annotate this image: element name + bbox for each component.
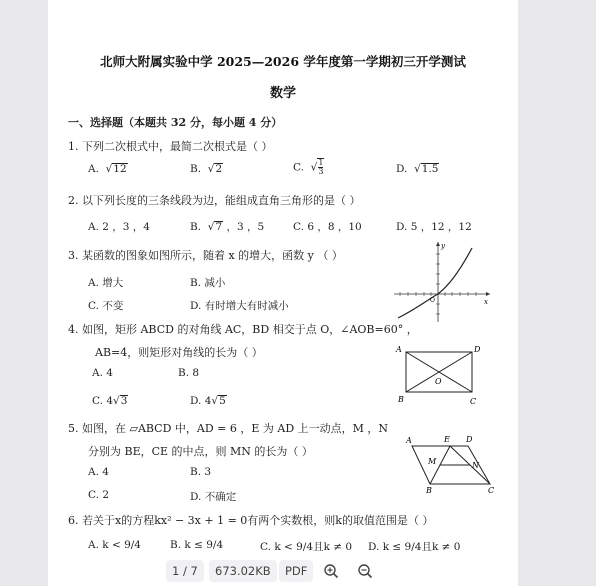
page-indicator[interactable]: 1 / 7 [166, 560, 204, 582]
q6-option-b: B. k ≤ 9/4 [170, 539, 224, 551]
graph-y-label: y [441, 242, 445, 250]
question-5-stem: 5. 如图，在 ▱ABCD 中，AD = 6 ，E 为 AD 上一动点，M ，N [68, 422, 389, 435]
question-5-stem-line2: 分别为 BE，CE 的中点，则 MN 的长为（ ） [88, 445, 313, 458]
q3-option-d: D. 有时增大有时减小 [190, 300, 289, 312]
q6-option-a: A. k < 9/4 [88, 539, 141, 551]
q5-option-a: A. 4 [88, 466, 109, 478]
graph-x-label: x [484, 298, 488, 306]
q5-label-a: A [406, 436, 412, 445]
q4-option-c: C. 4√3 [92, 395, 128, 407]
question-6-stem: 6. 若关于x的方程kx² − 3x + 1 = 0有两个实数根，则k的取值范围是（ ） [68, 514, 434, 527]
q2-option-d: D. 5 ，12 ，12 [396, 221, 472, 233]
subject-heading: 数学 [269, 86, 296, 101]
q4-rectangle-figure [394, 340, 494, 406]
document-page [48, 0, 518, 586]
q4-label-a: A [396, 345, 402, 354]
q1-option-c: C. √ $\frac{1}{3}$ [293, 158, 324, 176]
q5-option-b: B. 3 [190, 466, 212, 478]
q4-label-d: D [474, 345, 481, 354]
section-heading: 一、选择题（本题共 32 分，每小题 4 分） [68, 116, 283, 129]
q3-function-graph [394, 238, 494, 324]
q2-option-c: C. 6 ，8 ，10 [293, 221, 362, 233]
q5-option-c: C. 2 [88, 489, 110, 501]
question-4-stem-line2: AB=4，则矩形对角线的长为（ ） [95, 346, 263, 359]
q2-option-a: A. 2 ，3 ，4 [88, 221, 150, 233]
question-2-stem: 2. 以下列长度的三条线段为边，能组成直角三角形的是（ ） [68, 194, 361, 207]
file-type-label: PDF [279, 560, 313, 582]
q1-option-d: D. √1.5 [396, 163, 439, 175]
file-size-label: 673.02KB [209, 560, 277, 582]
zoom-in-icon[interactable] [319, 560, 343, 582]
q5-option-d: D. 不确定 [190, 491, 237, 503]
question-4-stem: 4. 如图，矩形 ABCD 的对角线 AC，BD 相交于点 O，∠AOB=60° ， [68, 323, 418, 336]
q3-option-b: B. 减小 [190, 277, 226, 289]
q1-option-b: B. √2 [190, 163, 223, 175]
q3-option-c: C. 不变 [88, 300, 124, 312]
question-1-stem: 1. 下列二次根式中，最简二次根式是（ ） [68, 140, 273, 153]
q4-option-b: B. 8 [178, 367, 200, 379]
q5-label-b: B [426, 486, 432, 495]
question-3-stem: 3. 某函数的图象如图所示，随着 x 的增大，函数 y （ ） [68, 249, 343, 262]
page-title: 北师大附属实验中学 2025—2026 学年度第一学期初三开学测试 [100, 54, 466, 69]
q4-option-d: D. 4√5 [190, 395, 226, 407]
zoom-out-icon[interactable] [353, 560, 377, 582]
q5-label-m: M [428, 457, 437, 466]
q3-option-a: A. 增大 [88, 277, 124, 289]
q5-label-c: C [488, 486, 495, 495]
q5-label-e: E [444, 435, 450, 444]
q5-parallelogram-figure [404, 430, 502, 496]
q4-option-a: A. 4 [92, 367, 113, 379]
q2-option-b: B. √7 ，3 ，5 [190, 221, 265, 233]
q6-option-c: C. k < 9/4且k ≠ 0 [260, 541, 353, 553]
q5-label-d: D [466, 435, 473, 444]
q1-option-a: A. √12 [88, 163, 127, 175]
q4-label-c: C [470, 397, 477, 406]
graph-origin-label: O [430, 297, 435, 304]
q5-label-n: N [472, 461, 479, 470]
q6-option-d: D. k ≤ 9/4且k ≠ 0 [368, 541, 461, 553]
q4-label-b: B [398, 395, 404, 404]
q4-label-o: O [435, 377, 442, 386]
